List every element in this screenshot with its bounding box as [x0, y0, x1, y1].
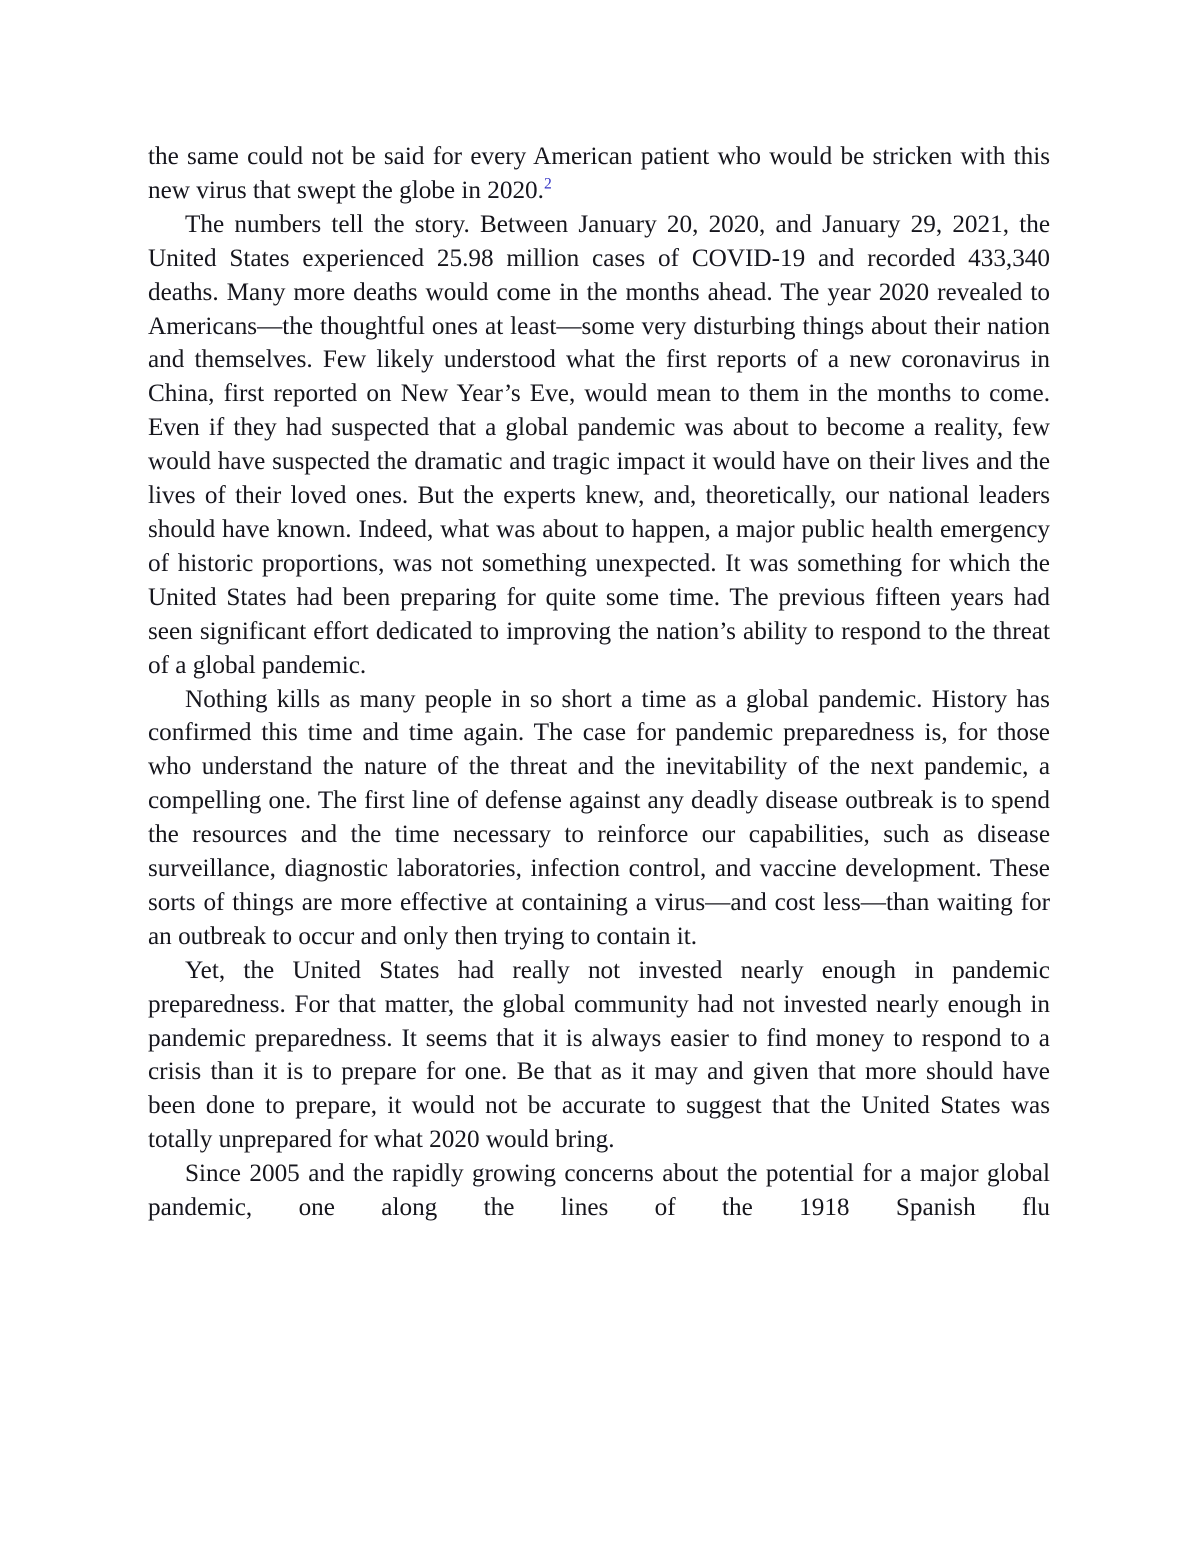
- footnote-reference-icon[interactable]: 2: [543, 175, 552, 193]
- paragraph-since-2005: Since 2005 and the rapidly growing concerns about the potential for a major global pandemic, one along the lines of the 1918 Spanish flu: [148, 1160, 1050, 1222]
- paragraph-nothing-kills: Nothing kills as many people in so short a time as a global pandemic. History has confirmed this time and time again. The case for pandemic preparedness is, for those who understand the nature of the threat and the inevitability of the next pandemic, a compelling one. The first line of defense against any deadly disease outbreak is to spend the resources and the time necessary to reinforce our capabilities, such as disease surveillance, diagnostic laboratories, infection control, and vaccine development. These sorts of things are more effective at containing a virus—and cost less—than waiting for an outbreak to occur and only then trying to contain it.: [148, 685, 1050, 950]
- paragraph-numbers-tell-the-story: The numbers tell the story. Between January 20, 2020, and January 29, 2021, the United States experienced 25.98 million cases of COVID-19 and recorded 433,340 deaths. Many more deaths would come in the months ahead. The year 2020 revealed to Americans—the thoughtful ones at least—some very disturbing things about their nation and themselves. Few likely understood what the first reports of a new coronavirus in China, first reported on New Year’s Eve, would mean to them in the months to come. Even if they had suspected that a global pandemic was about to become a reality, few would have suspected the dramatic and tragic impact it would have on their lives and the lives of their loved ones. But the experts knew, and, theoretically, our national leaders should have known. Indeed, what was about to happen, a major public health emergency of historic proportions, was not something unexpected. It was something for which the United States had been preparing for quite some time. The previous fifteen years had seen significant effort dedicated to improving the nation’s ability to respond to the threat of a global pandemic.: [148, 210, 1050, 679]
- body-text-block: [148, 140, 1050, 1225]
- paragraph-text: the same could not be said for every American patient who would be stricken with this new virus that swept the globe in 2020.: [148, 143, 1050, 204]
- paragraph-yet-united-states: Yet, the United States had really not invested nearly enough in pandemic preparedness. For that matter, the global community had not invested nearly enough in pandemic preparedness. It seems that it is always easier to find money to respond to a crisis than it is to prepare for one. Be that as it may and given that more should have been done to prepare, it would not be accurate to suggest that the United States was totally unprepared for what 2020 would bring.: [148, 956, 1050, 1154]
- paragraph-continuation: [148, 140, 1050, 208]
